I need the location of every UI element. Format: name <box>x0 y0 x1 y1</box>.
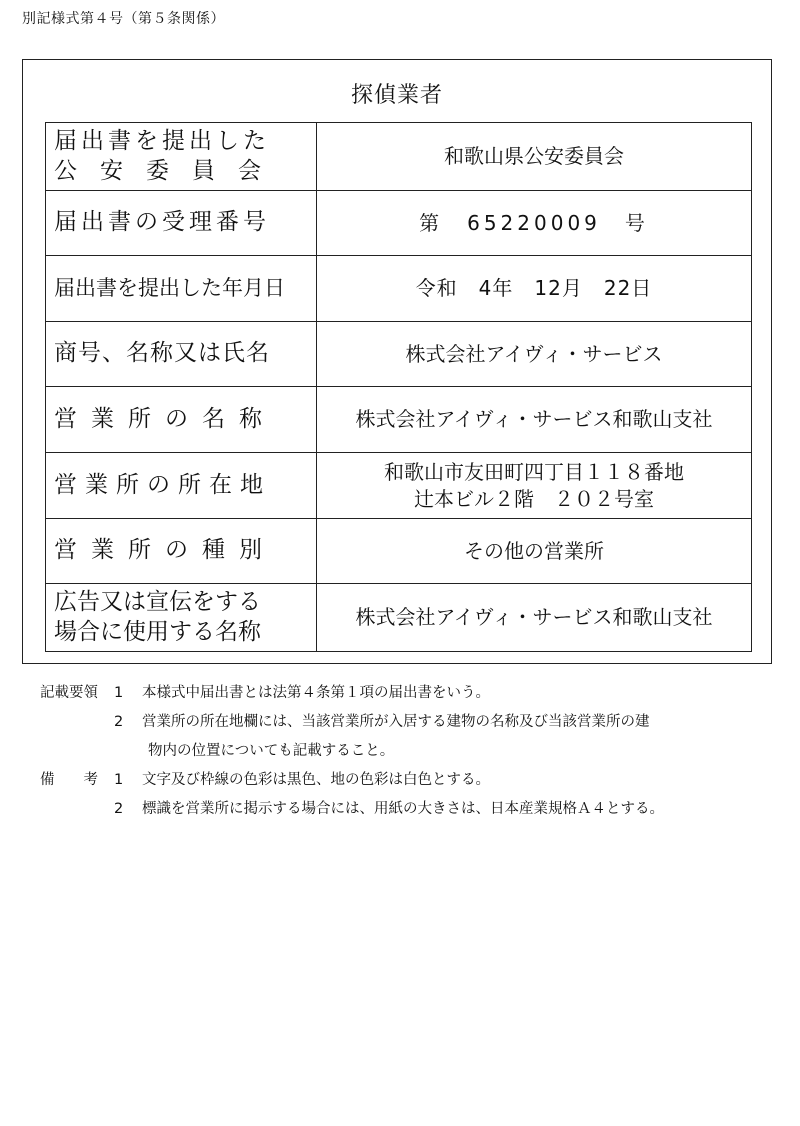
sign-frame <box>22 59 772 664</box>
value-line: 和歌山市友田町四丁目１１８番地 <box>384 459 684 484</box>
value-receipt-number <box>317 191 752 256</box>
label-line: 届出書を提出した <box>54 127 270 154</box>
note-item <box>40 773 785 802</box>
label-commission <box>46 123 317 191</box>
note-text: 本様式中届出書とは法第４条第１項の届出書をいう。 <box>142 685 490 701</box>
notes-section-heading: 記載要領 <box>40 685 98 701</box>
label-trade-name <box>46 322 317 387</box>
value-line: 令和 4年 12月 22日 <box>415 276 653 300</box>
label-office-type <box>46 519 317 584</box>
label-advertising-name <box>46 584 317 652</box>
value-office-type <box>317 519 752 584</box>
label-line: 商号、名称又は氏名 <box>54 340 270 367</box>
label-line: 公 安 委 員 会 <box>54 157 261 184</box>
label-line: 広告又は宣伝をする <box>54 588 261 615</box>
label-line: 営業所の種別 <box>54 537 276 564</box>
label-line: 届出書を提出した年月日 <box>54 275 285 300</box>
value-line: 第 65220009 号 <box>419 210 649 235</box>
note-text: 営業所の所在地欄には、当該営業所が入居する建物の名称及び当該営業所の建 <box>142 714 650 730</box>
note-number: 1 <box>114 772 124 788</box>
form-reference: 別記様式第４号（第５条関係） <box>22 11 225 27</box>
note-text: 文字及び枠線の色彩は黒色、地の色彩は白色とする。 <box>142 772 490 788</box>
value-office-address <box>317 453 752 519</box>
value-line: 株式会社アイヴィ・サービス和歌山支社 <box>355 605 713 629</box>
sign-table <box>45 122 752 652</box>
table-row <box>46 453 752 519</box>
table-row <box>46 191 752 256</box>
value-advertising-name <box>317 584 752 652</box>
label-line: 場合に使用する名称 <box>54 618 261 645</box>
note-item <box>40 715 785 744</box>
value-trade-name <box>317 322 752 387</box>
label-submission-date <box>46 256 317 322</box>
label-line: 営業所の所在地 <box>54 471 271 498</box>
sign-title: 探偵業者 <box>350 83 443 108</box>
label-office-name <box>46 387 317 453</box>
note-item <box>40 802 785 831</box>
note-continuation: 物内の位置についても記載すること。 <box>148 743 395 759</box>
label-receipt-number <box>46 191 317 256</box>
label-line: 営業所の名称 <box>54 405 276 432</box>
value-line: 和歌山県公安委員会 <box>444 144 624 168</box>
value-line: 株式会社アイヴィ・サービス <box>405 341 663 366</box>
table-row <box>46 584 752 652</box>
label-line: 届出書の受理番号 <box>54 209 270 236</box>
notes <box>40 686 785 831</box>
table-row <box>46 519 752 584</box>
notes-section-heading: 備 考 <box>40 772 98 788</box>
value-office-name <box>317 387 752 453</box>
note-number: 1 <box>114 685 124 701</box>
value-commission <box>317 123 752 191</box>
value-line: 株式会社アイヴィ・サービス和歌山支社 <box>355 407 713 431</box>
table-row <box>46 322 752 387</box>
note-item <box>40 686 785 715</box>
value-submission-date <box>317 256 752 322</box>
note-number: 2 <box>114 801 124 817</box>
table-row <box>46 123 752 191</box>
note-text: 標識を営業所に掲示する場合には、用紙の大きさは、日本産業規格Ａ４とする。 <box>142 801 664 817</box>
label-office-address <box>46 453 317 519</box>
note-number: 2 <box>114 714 124 730</box>
value-line: 辻本ビル２階 ２０２号室 <box>414 486 654 511</box>
table-row <box>46 387 752 453</box>
value-line: その他の営業所 <box>464 538 604 563</box>
table-row <box>46 256 752 322</box>
